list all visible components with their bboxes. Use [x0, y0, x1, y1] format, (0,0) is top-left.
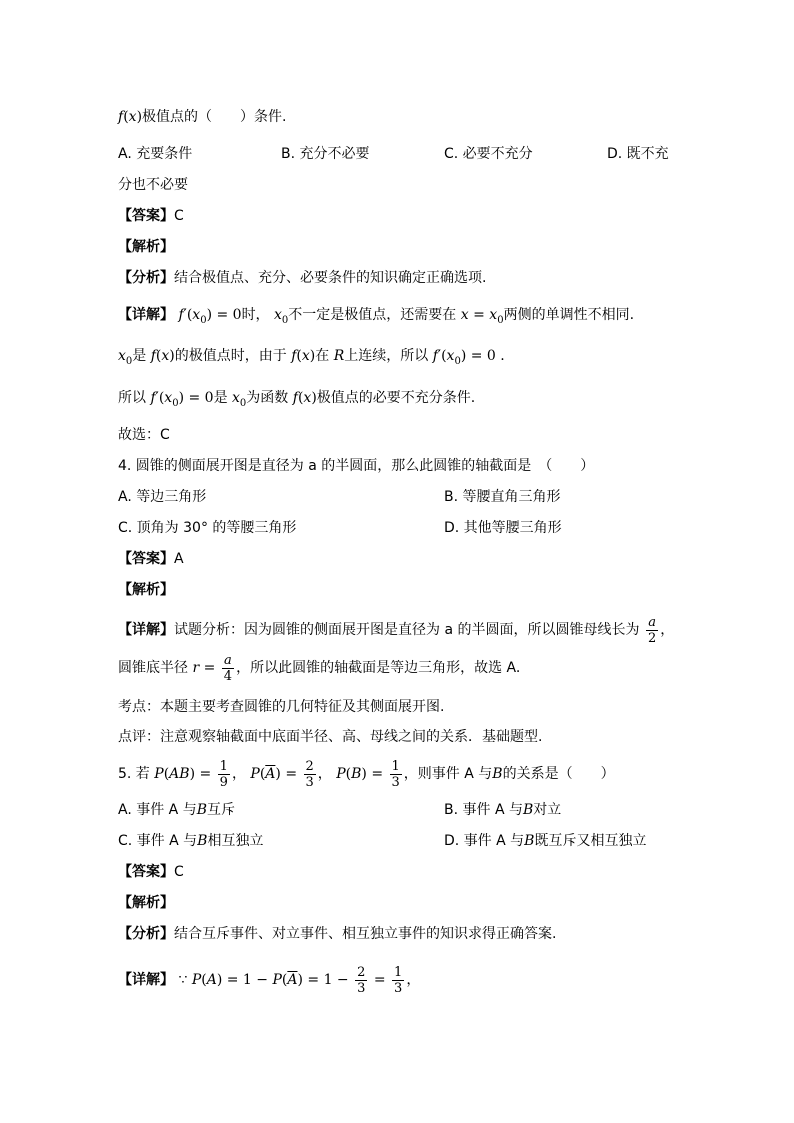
fraction-a-over-4: $\frac{a}{4}$ [223, 652, 233, 684]
q3-detail-line-3: 所以 $f'(x_0) = 0$是 $x_0$为函数 f(x)极值点的必要不充分条件. [118, 390, 476, 409]
q3-option-c: C. 必要不充分 [444, 146, 533, 162]
q4-option-a: A. 等边三角形 [118, 489, 207, 505]
q3-stem-tail: f(x)极值点的（ ）条件. [118, 109, 287, 125]
q4-detail-line-1: 【详解】试题分析：因为圆锥的侧面展开图是直径为 a 的半圆面，所以圆锥母线长为 $\frac{a}{2}$ ， [118, 614, 675, 646]
q5-option-d: D. 事件 A 与B既互斥又相互独立 [444, 833, 647, 849]
q3-option-d-cont: 分也不必要 [118, 177, 188, 193]
q5-option-b: B. 事件 A 与B对立 [444, 802, 562, 818]
q4-dianping: 点评：注意观察轴截面中底面半径、高、母线之间的关系．基础题型. [118, 729, 543, 745]
q5-option-c: C. 事件 A 与B相互独立 [118, 833, 264, 849]
q3-conclusion: 故选：C [118, 427, 170, 443]
q4-detail-line-2: 圆锥底半径 r = $\frac{a}{4}$ ，所以此圆锥的轴截面是等边三角形，故选 A. [118, 652, 521, 684]
q3-detail-line-2: $x_0$是 f(x)的极值点时，由于 f(x)在 R上连续，所以 $f'(x_0) = 0$ . [118, 348, 505, 367]
q3-answer: 【答案】C [118, 208, 184, 224]
q5-fenxi: 【分析】结合互斥事件、对立事件、相互独立事件的知识求得正确答案. [118, 926, 557, 942]
q3-fenxi: 【分析】结合极值点、充分、必要条件的知识确定正确选项. [118, 270, 487, 286]
q5-option-a: A. 事件 A 与B互斥 [118, 802, 236, 818]
fraction-a-over-2: $\frac{a}{2}$ [647, 614, 657, 646]
q3-analysis-tag: 【解析】 [118, 239, 174, 255]
q4-analysis-tag: 【解析】 [118, 582, 174, 598]
q4-option-c: C. 顶角为 30° 的等腰三角形 [118, 520, 297, 536]
q5-stem: 5. 若 P(AB) = $\frac{1}{9}$ ， $P(\overline{A})$ = $\frac{2}{3}$ ， P(B) = $\frac{1}{3}$ ，则事件 A 与B的关系是（ ） [118, 758, 615, 790]
q5-analysis-tag: 【解析】 [118, 895, 174, 911]
q3-option-d: D. 既不充 [607, 146, 669, 162]
q3-detail-line-1: 【详解】 $f'(x_0) = 0$时， $x_0$不一定是极值点，还需要在 $x = x_0$两侧的单调性不相同. [118, 307, 635, 326]
q5-detail-line-1: 【详解】 ∵ $P(A) = 1 - P(\overline{A}) = 1$ − $\frac{2}{3}$ = $\frac{1}{3}$ ， [118, 964, 421, 996]
q4-option-d: D. 其他等腰三角形 [444, 520, 562, 536]
q4-option-b: B. 等腰直角三角形 [444, 489, 561, 505]
q4-answer: 【答案】A [118, 551, 184, 567]
q3-option-b: B. 充分不必要 [281, 146, 370, 162]
q5-answer: 【答案】C [118, 864, 184, 880]
q4-stem: 4. 圆锥的侧面展开图是直径为 a 的半圆面，那么此圆锥的轴截面是 （ ） [118, 458, 595, 474]
q3-option-a: A. 充要条件 [118, 146, 193, 162]
q4-kaodian: 考点：本题主要考查圆锥的几何特征及其侧面展开图. [118, 699, 445, 715]
